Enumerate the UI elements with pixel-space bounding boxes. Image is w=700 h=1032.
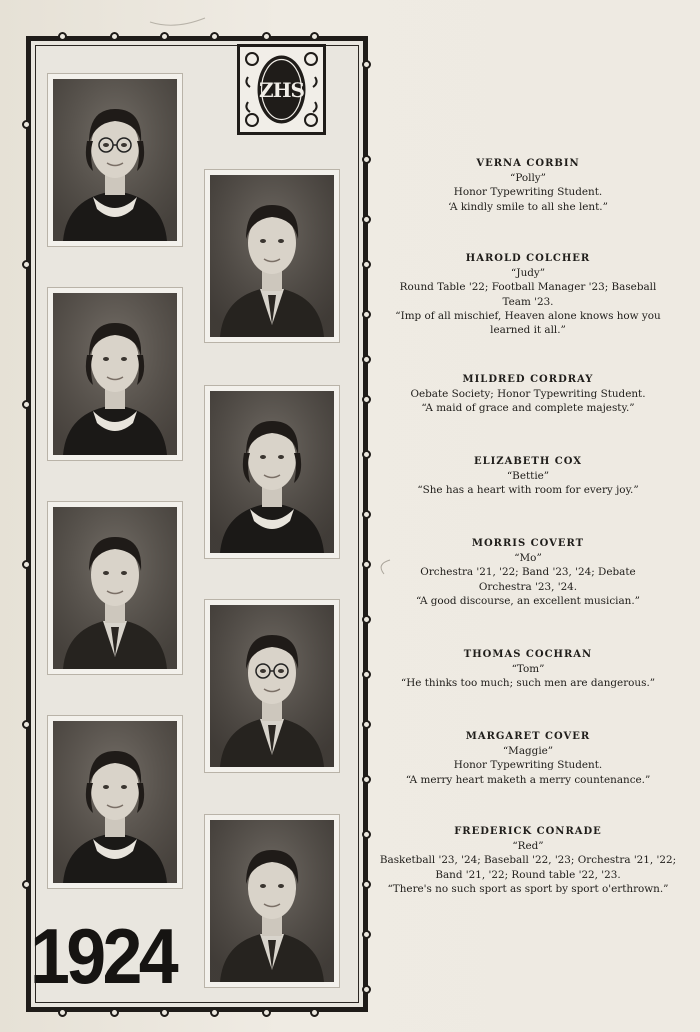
student-nickname: “Bettie” [506,470,550,483]
bio-line: Orchestra '23, '24. [478,580,578,593]
student-nickname: “Maggie” [502,745,554,758]
frame-dot [22,260,31,269]
portrait-harold-colcher [205,170,339,342]
bio-line: “A merry heart maketh a merry countenance.” [405,773,651,786]
bio-mildred-cordray [372,373,684,416]
frame-dot [362,880,371,889]
portrait-margaret-cover [48,716,182,888]
year-label: 1924 [30,912,175,1000]
frame-dot [310,1008,319,1017]
bio-verna-corbin [372,157,684,214]
portrait-image [53,79,177,241]
bio-line: learned it all.” [490,324,566,337]
frame-dot [210,32,219,41]
frame-dot [362,395,371,404]
frame-dot [362,355,371,364]
frame-dot [362,560,371,569]
frame-dot [362,60,371,69]
portrait-elizabeth-cox [205,386,339,558]
frame-dot [160,1008,169,1017]
bio-line: Honor Typewriting Student. [453,186,603,199]
frame-dot [362,450,371,459]
bio-line: Oebate Society; Honor Typewriting Student. [410,388,646,401]
portrait-image [210,820,334,982]
student-name: MILDRED CORDRAY [462,374,594,385]
frame-dot [362,720,371,729]
frame-dot [362,155,371,164]
bio-elizabeth-cox [372,455,684,498]
frame-dot [22,120,31,129]
bio-line: Team '23. [502,295,554,308]
frame-dot [160,32,169,41]
portrait-morris-covert [48,502,182,674]
frame-dot [362,215,371,224]
frame-dot [110,1008,119,1017]
frame-dot [210,1008,219,1017]
student-name: THOMAS COCHRAN [463,649,593,660]
bio-line: Band '21, '22; Round table '22, '23. [435,868,621,881]
student-nickname: “Red” [512,840,544,853]
monogram-emblem [240,47,323,132]
frame-dot [22,880,31,889]
frame-dot [362,260,371,269]
frame-dot [362,930,371,939]
frame-dot [362,615,371,624]
bio-line: Basketball '23, '24; Baseball '22, '23; Orchestra '21, '22; [379,854,677,867]
student-nickname: “Tom” [511,663,545,676]
frame-dot [362,775,371,784]
frame-dot [362,510,371,519]
student-name: VERNA CORBIN [476,158,580,169]
student-name: ELIZABETH COX [473,456,583,467]
portrait-verna-corbin [48,74,182,246]
bio-line: Honor Typewriting Student. [453,759,603,772]
bio-line: Orchestra '21, '22; Band '23, '24; Debate [420,566,636,579]
frame-dot [310,32,319,41]
student-name: MARGARET COVER [465,731,591,742]
portrait-frederick-conrade [205,815,339,987]
frame-dot [362,310,371,319]
frame-dot [22,560,31,569]
frame-dot [362,830,371,839]
student-name: FREDERICK CONRADE [454,826,602,837]
portrait-image [210,175,334,337]
bio-line: “Imp of all mischief, Heaven alone knows how you [395,309,661,322]
bio-line: “A good discourse, an excellent musician.” [415,594,640,607]
portrait-image [53,293,177,455]
monogram-letters: ZHS [259,78,304,102]
portrait-thomas-cochran [205,600,339,772]
frame-dot [58,32,67,41]
student-name: MORRIS COVERT [471,538,585,549]
portrait-image [53,721,177,883]
bio-harold-colcher [372,252,684,337]
bio-thomas-cochran [372,648,684,691]
frame-dot [262,1008,271,1017]
frame-dot [262,32,271,41]
portrait-image [210,605,334,767]
school-monogram [237,44,326,135]
student-nickname: “Judy” [510,267,546,280]
bio-line: “He thinks too much; such men are dangerous.” [400,677,656,690]
portrait-image [53,507,177,669]
frame-dot [362,670,371,679]
student-nickname: “Mo” [514,552,542,565]
bio-line: ‘A kindly smile to all she lent.” [448,200,608,213]
frame-dot [22,400,31,409]
bio-line: Round Table '22; Football Manager '23; Baseball [399,281,657,294]
bio-line: “There's no such sport as sport by sport o'erthrown.” [387,882,669,895]
bio-line: “She has a heart with room for every joy.” [417,484,639,497]
portrait-image [210,391,334,553]
frame-dot [22,720,31,729]
bio-morris-covert [372,537,684,608]
frame-dot [110,32,119,41]
bio-line: “A maid of grace and complete majesty.” [421,402,635,415]
frame-dot [362,985,371,994]
bio-margaret-cover [372,730,684,787]
student-name: HAROLD COLCHER [465,253,591,264]
student-nickname: “Polly” [510,172,546,185]
bio-frederick-conrade [372,825,684,896]
frame-dot [58,1008,67,1017]
portrait-mildred-cordray [48,288,182,460]
